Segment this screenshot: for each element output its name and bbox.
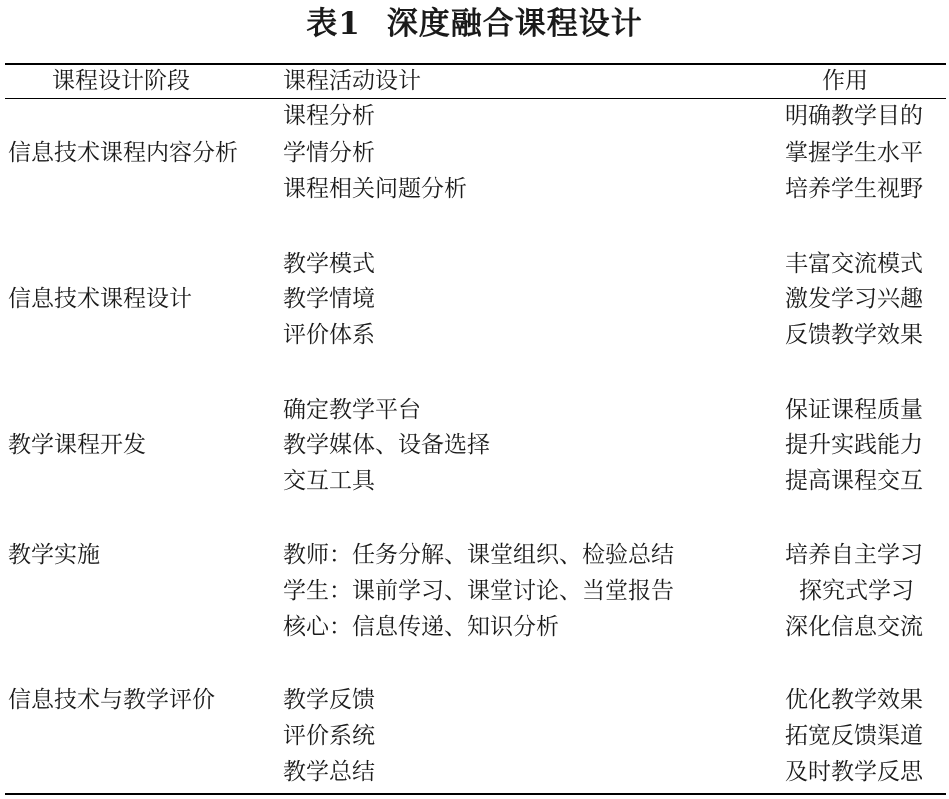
activity-cell: 教学媒体、设备选择	[283, 432, 490, 458]
effect-cell: 拓宽反馈渠道	[785, 723, 923, 749]
activity-cell: 教学模式	[283, 251, 375, 277]
activity-cell: 学生：课前学习、课堂讨论、当堂报告	[283, 578, 674, 604]
effect-cell: 丰富交流模式	[785, 251, 923, 277]
stage-cell: 教学实施	[8, 542, 100, 568]
table-title	[0, 4, 949, 44]
table-header-rule	[5, 98, 946, 99]
effect-cell: 激发学习兴趣	[785, 286, 923, 312]
activity-cell: 课程分析	[283, 103, 375, 129]
effect-cell: 保证课程质量	[785, 397, 923, 423]
stage-cell: 信息技术课程内容分析	[8, 140, 238, 166]
activity-cell: 教学反馈	[283, 687, 375, 713]
header-activity: 课程活动设计	[283, 68, 421, 94]
activity-cell: 确定教学平台	[283, 397, 421, 423]
stage-cell: 教学课程开发	[8, 432, 146, 458]
effect-cell: 深化信息交流	[785, 614, 923, 640]
stage-cell: 信息技术课程设计	[8, 286, 192, 312]
activity-cell: 评价体系	[283, 322, 375, 348]
table-number: 表1	[306, 6, 361, 42]
activity-cell: 课程相关问题分析	[283, 176, 467, 202]
table-top-rule	[5, 63, 946, 65]
effect-cell: 优化教学效果	[785, 687, 923, 713]
effect-cell: 明确教学目的	[785, 103, 923, 129]
effect-cell: 探究式学习	[799, 578, 914, 604]
stage-cell: 信息技术与教学评价	[8, 687, 215, 713]
activity-cell: 学情分析	[283, 140, 375, 166]
header-effect: 作用	[822, 68, 868, 94]
activity-cell: 评价系统	[283, 723, 375, 749]
table-title-text: 深度融合课程设计	[386, 6, 643, 42]
activity-cell: 教学情境	[283, 286, 375, 312]
activity-cell: 交互工具	[283, 468, 375, 494]
effect-cell: 提升实践能力	[785, 432, 923, 458]
effect-cell: 培养自主学习	[785, 542, 923, 568]
effect-cell: 反馈教学效果	[785, 322, 923, 348]
effect-cell: 培养学生视野	[785, 176, 923, 202]
effect-cell: 掌握学生水平	[785, 140, 923, 166]
effect-cell: 提高课程交互	[785, 468, 923, 494]
activity-cell: 教学总结	[283, 759, 375, 785]
table-bottom-rule	[5, 793, 946, 795]
header-stage: 课程设计阶段	[52, 68, 190, 94]
effect-cell: 及时教学反思	[785, 759, 923, 785]
activity-cell: 教师：任务分解、课堂组织、检验总结	[283, 542, 674, 568]
activity-cell: 核心：信息传递、知识分析	[283, 614, 559, 640]
